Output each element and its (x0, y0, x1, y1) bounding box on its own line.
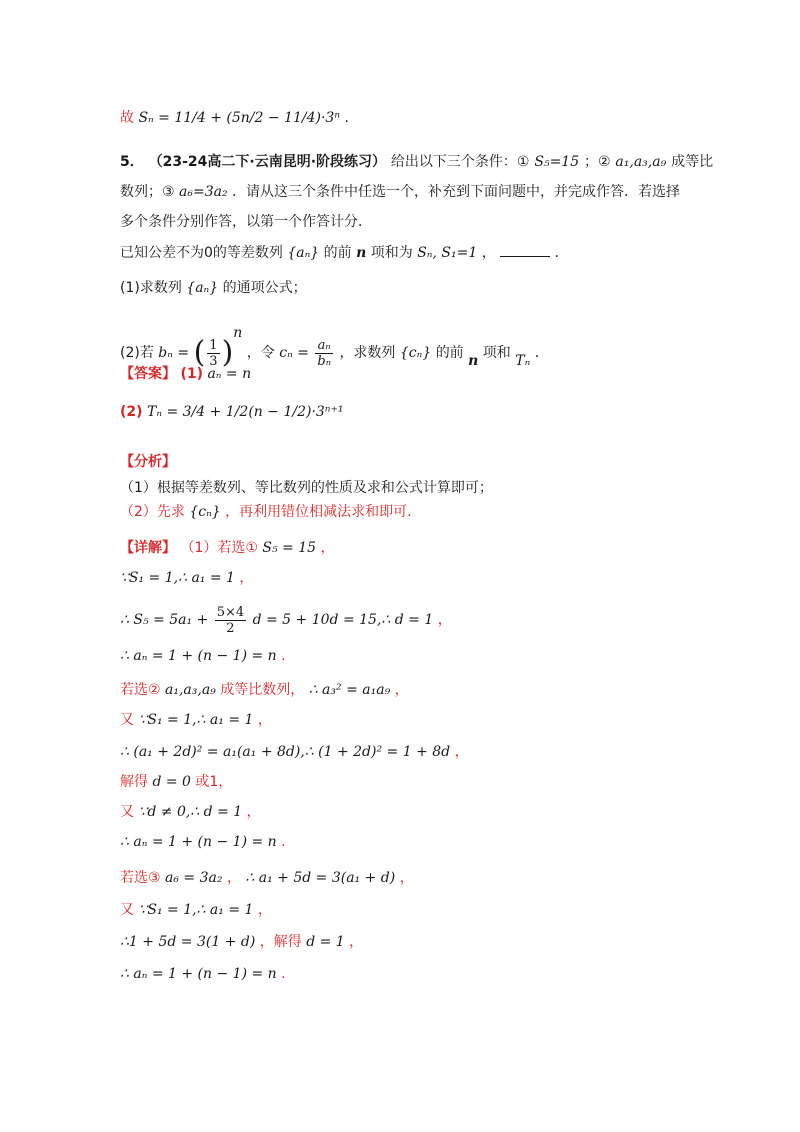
text: 解得 (120, 774, 148, 790)
text: ，解得 (259, 934, 302, 950)
numerator: 1 (209, 337, 218, 353)
text: ， (399, 870, 414, 886)
formula: ∵S₁ = 1,∴ a₁ = 1 (138, 902, 254, 918)
problem-source: （23-24高二下·云南昆明·阶段练习） (148, 154, 387, 170)
text: ， (226, 870, 241, 886)
text: 数列；③ (120, 184, 175, 200)
text: (1)求数列 (120, 280, 182, 296)
text: 项和 (482, 345, 511, 361)
line-condition-3 (120, 182, 680, 202)
formula: ∴ a₃² = a₁a₉ (308, 682, 391, 698)
text: ， (239, 570, 254, 586)
fraction (215, 605, 246, 636)
formula: d = 1 (306, 934, 345, 950)
formula: d = 0 (152, 774, 191, 790)
text: 成等比 (671, 154, 714, 170)
line-option-2 (120, 680, 409, 700)
formula: a₁,a₃,a₉ (165, 682, 216, 698)
problem-number: 5． (120, 154, 144, 170)
denominator: 3 (209, 353, 218, 369)
formula: {cₙ} (399, 345, 432, 361)
formula: {cₙ} (189, 504, 221, 520)
text: ，求数列 (339, 345, 396, 361)
exponent: n (233, 325, 243, 341)
text: （1）根据等差数列、等比数列的性质及求和公式计算即可； (120, 480, 493, 496)
formula: ∴ aₙ = 1 + (n − 1) = n (120, 834, 277, 850)
denominator: 2 (226, 620, 235, 636)
line-analysis-tag (120, 452, 176, 472)
line-step (120, 646, 286, 666)
text: ， (454, 744, 469, 760)
text: 或1， (195, 774, 233, 790)
text: 又 (120, 902, 134, 918)
text: 的通项公式； (222, 280, 307, 296)
line-step (120, 802, 261, 822)
text: 项和为 (370, 245, 413, 261)
formula: Sₙ = 11/4 + (5n/2 − 11/4)·3ⁿ (138, 110, 340, 126)
text: ， (349, 934, 364, 950)
line-detail-start (120, 538, 334, 558)
text: 若选③ (120, 870, 161, 886)
line-question-1 (120, 278, 307, 298)
formula: d = 5 + 10d = 15,∴ d = 1 (252, 612, 434, 628)
text: ， (257, 712, 272, 728)
formula: ∴ (a₁ + 2d)² = a₁(a₁ + 8d),∴ (1 + 2d)² = 1 + 8d (120, 744, 451, 760)
line-step (120, 832, 286, 852)
formula: {aₙ} (287, 245, 320, 261)
analysis-tag: 【分析】 (120, 454, 176, 470)
line-step (120, 900, 272, 920)
numerator: aₙ (315, 338, 333, 354)
text: (2)若 (120, 345, 154, 361)
answer-blank (500, 242, 550, 257)
formula: S₅=15 (534, 154, 580, 170)
formula: ∴ a₁ + 5d = 3(a₁ + d) (245, 870, 396, 886)
text: . (344, 110, 349, 126)
text: （1）若选① (180, 540, 258, 556)
text: . (281, 966, 286, 982)
formula: ∵S₁ = 1,∴ a₁ = 1 (120, 570, 235, 586)
paren: ) (221, 335, 234, 370)
line-question-2 (120, 308, 549, 370)
formula: a₆ = 3a₂ (165, 870, 223, 886)
formula: Tₙ (515, 353, 531, 369)
text: 又 (120, 804, 134, 820)
text: (1) (180, 366, 203, 382)
fraction (315, 338, 333, 369)
formula: ∴ aₙ = 1 + (n − 1) = n (120, 648, 277, 664)
line-step (120, 600, 452, 640)
text: ， (257, 902, 272, 918)
text: . (281, 648, 286, 664)
text: ． (534, 345, 549, 361)
text: ，再利用错位相减法求和即可． (225, 504, 422, 520)
text: 的前 (435, 345, 464, 361)
formula: n (468, 353, 479, 369)
paren: ( (193, 335, 206, 370)
text: ， (246, 804, 261, 820)
text: 给出以下三个条件：① (390, 154, 530, 170)
text: (2) (120, 404, 143, 420)
text: ， (481, 245, 496, 261)
formula: ∴ aₙ = 1 + (n − 1) = n (120, 966, 277, 982)
formula: S₅ = 15 (262, 540, 317, 556)
text: （2）先求 (120, 504, 185, 520)
numerator: 5×4 (216, 604, 245, 620)
line-step (120, 932, 363, 952)
formula: bₙ = (158, 345, 190, 361)
formula: ∴1 + 5d = 3(1 + d) (120, 934, 256, 950)
formula: Sₙ, S₁=1 (417, 245, 478, 261)
line-answer-2 (120, 402, 343, 422)
answer-tag: 【答案】 (120, 366, 176, 382)
detail-tag: 【详解】 (120, 540, 176, 556)
line-analysis-2 (120, 502, 421, 522)
text: 的前 (323, 245, 352, 261)
text: ．请从这三个条件中任选一个，补充到下面问题中，并完成作答．若选择 (232, 184, 681, 200)
text: ， (437, 612, 452, 628)
denominator: bₙ (317, 353, 331, 369)
formula: n (356, 245, 367, 261)
text: ，令 (246, 345, 275, 361)
text: 又 (120, 712, 134, 728)
text: ， (394, 682, 409, 698)
line-conclusion (120, 108, 349, 128)
text: 已知公差不为0的等差数列 (120, 245, 283, 261)
line-answer-1 (120, 364, 251, 384)
formula: Tₙ = 3/4 + 1/2(n − 1/2)·3ⁿ⁺¹ (147, 404, 344, 420)
formula: {aₙ} (186, 280, 219, 296)
line-step (120, 964, 286, 984)
formula: aₙ = n (207, 366, 252, 382)
line-given (120, 242, 569, 263)
text: 多个条件分别作答，以第一个作答计分． (120, 214, 372, 230)
text: 成等比数列， (220, 682, 305, 698)
line-step (120, 568, 253, 588)
formula: ∴ S₅ = 5a₁ + (120, 612, 209, 628)
line-analysis-1 (120, 478, 493, 498)
line-step (120, 742, 469, 762)
line-step (120, 772, 232, 792)
text: 故 (120, 110, 134, 126)
text: ， (320, 540, 335, 556)
formula: ∵S₁ = 1,∴ a₁ = 1 (138, 712, 254, 728)
formula: a₁,a₃,a₉ (615, 154, 667, 170)
formula: a₆=3a₂ (179, 184, 228, 200)
formula: cₙ = (279, 345, 309, 361)
text: . (281, 834, 286, 850)
line-option-3 (120, 868, 414, 888)
formula: ∵d ≠ 0,∴ d = 1 (138, 804, 243, 820)
text: ；② (583, 154, 611, 170)
line-instructions (120, 212, 372, 232)
text: ． (554, 245, 569, 261)
text: 若选② (120, 682, 161, 698)
line-step (120, 710, 272, 730)
problem-5-header (120, 152, 713, 172)
